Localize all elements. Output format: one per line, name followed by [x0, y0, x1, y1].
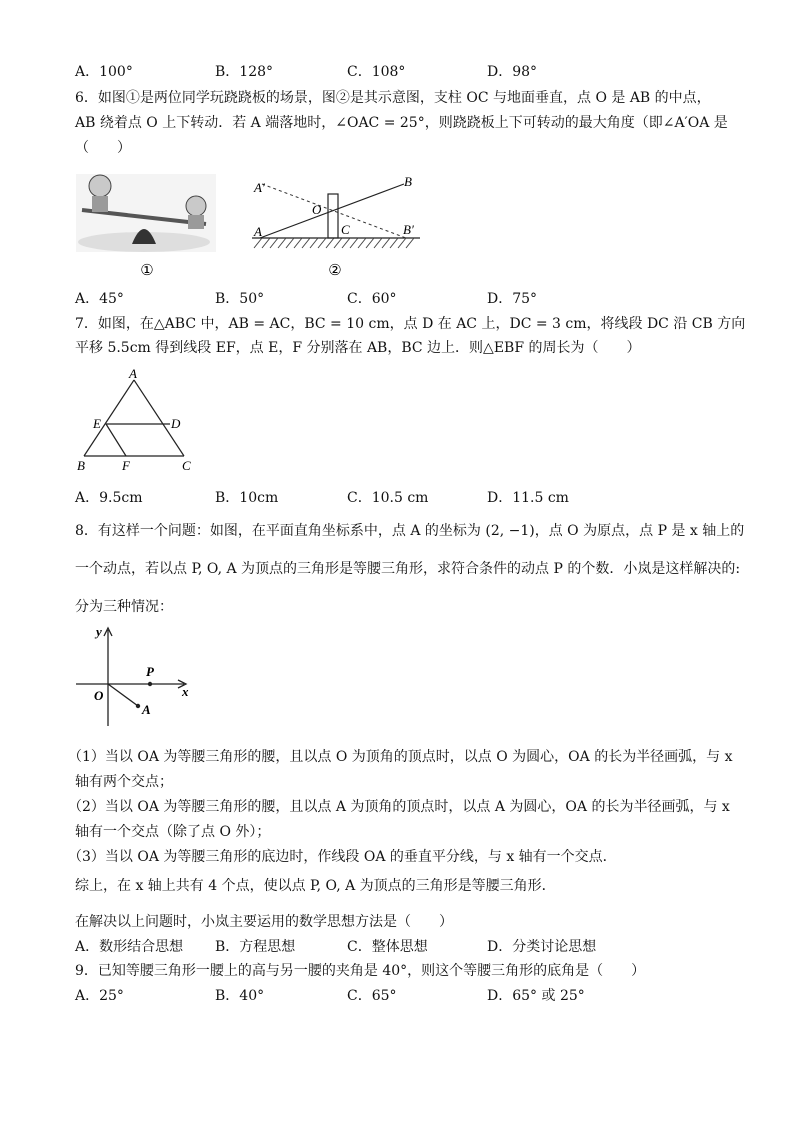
q7-text-line1: 7．如图，在△ABC 中，AB = AC，BC = 10 cm，点 D 在 AC 上，DC = 3 cm，将线段 DC 沿 CB 方向: [75, 316, 746, 332]
option-d[interactable]: D．分类讨论思想: [487, 939, 597, 955]
q6-options: [75, 289, 715, 309]
q9-text: 9．已知等腰三角形一腰上的高与另一腰的夹角是 40°，则这个等腰三角形的底角是（ ）: [75, 963, 646, 979]
option-c[interactable]: C．10.5 cm: [347, 490, 429, 506]
q8-case2-line2: 轴有一个交点（除了点 O 外）；: [75, 824, 271, 840]
option-a[interactable]: A．数形结合思想: [75, 939, 184, 955]
q5-options: [75, 62, 715, 82]
fig2-label-b: B: [404, 174, 412, 189]
option-b[interactable]: B．40°: [215, 988, 265, 1004]
fig1-caption: ①: [140, 263, 154, 279]
q8-label-o: O: [94, 688, 104, 703]
q7-label-f: F: [122, 458, 130, 473]
q8-question: 在解决以上问题时，小岚主要运用的数学思想方法是（ ）: [75, 914, 453, 930]
q8-options: [75, 937, 715, 957]
q8-case1-line2: 轴有两个交点；: [75, 774, 173, 790]
q7-label-b: B: [77, 458, 85, 473]
option-c[interactable]: C．65°: [347, 988, 397, 1004]
option-b[interactable]: B．50°: [215, 291, 265, 307]
q6-figure-schematic: [240, 168, 430, 280]
q7-text-line2: 平移 5.5cm 得到线段 EF，点 E，F 分别落在 AB，BC 边上．则△EBF 的周长为（ ）: [75, 340, 641, 356]
option-c[interactable]: C．108°: [347, 64, 406, 80]
q7-label-c: C: [182, 458, 191, 473]
q7-options: [75, 488, 715, 508]
q8-text-line3: 分为三种情况：: [75, 599, 173, 615]
q8-label-x: x: [182, 684, 189, 699]
q8-label-a: A: [142, 702, 151, 717]
option-b[interactable]: B．10cm: [215, 490, 279, 506]
option-b[interactable]: B．方程思想: [215, 939, 296, 955]
q8-case2-line1: （2）当以 OA 为等腰三角形的腰，且以点 A 为顶角的顶点时，以点 A 为圆心，OA 的长为半径画弧，与 x: [68, 799, 730, 815]
option-b[interactable]: B．128°: [215, 64, 274, 80]
q7-figure-triangle: [72, 368, 202, 476]
q8-summary: 综上，在 x 轴上共有 4 个点，使以点 P, O, A 为顶点的三角形是等腰三角形．: [75, 878, 556, 894]
q8-figure-coordinate: [72, 622, 197, 732]
option-d[interactable]: D．75°: [487, 291, 538, 307]
fig2-label-a-prime: A′: [254, 180, 265, 195]
option-a[interactable]: A．9.5cm: [75, 490, 143, 506]
q8-case3: （3）当以 OA 为等腰三角形的底边时，作线段 OA 的垂直平分线，与 x 轴有一个交点．: [68, 849, 617, 865]
fig2-label-b-prime: B′: [403, 222, 414, 237]
fig2-label-o: O: [312, 202, 322, 217]
q6-figure-seesaw-photo: [72, 168, 222, 280]
option-d[interactable]: D．65° 或 25°: [487, 988, 585, 1004]
q7-label-a: A: [129, 368, 137, 381]
q7-label-d: D: [171, 416, 181, 431]
q6-text-line3: （ ）: [75, 140, 131, 156]
option-c[interactable]: C．整体思想: [347, 939, 428, 955]
option-c[interactable]: C．60°: [347, 291, 397, 307]
q6-text-line2: AB 绕着点 O 上下转动．若 A 端落地时，∠OAC = 25°，则跷跷板上下可转动的最大角度（即∠A′OA 是: [75, 115, 728, 131]
option-a[interactable]: A．45°: [75, 291, 124, 307]
q8-label-y: y: [96, 624, 102, 639]
option-d[interactable]: D．98°: [487, 64, 538, 80]
q9-options: [75, 986, 715, 1006]
q8-text-line2: 一个动点，若以点 P, O, A 为顶点的三角形是等腰三角形，求符合条件的动点 P 的个数．小岚是这样解决的:: [75, 561, 741, 577]
option-a[interactable]: A．25°: [75, 988, 124, 1004]
fig2-label-a: A: [254, 224, 262, 239]
q8-case1-line1: （1）当以 OA 为等腰三角形的腰，且以点 O 为顶角的顶点时，以点 O 为圆心，OA 的长为半径画弧，与 x: [68, 749, 733, 765]
option-a[interactable]: A．100°: [75, 64, 133, 80]
q7-label-e: E: [93, 416, 101, 431]
option-d[interactable]: D．11.5 cm: [487, 490, 569, 506]
fig2-label-c: C: [341, 222, 350, 237]
q8-label-p: P: [146, 664, 154, 679]
q8-text-line1: 8．有这样一个问题：如图，在平面直角坐标系中，点 A 的坐标为 (2, −1)，点 O 为原点，点 P 是 x 轴上的: [75, 523, 745, 539]
q6-text-line1: 6．如图①是两位同学玩跷跷板的场景，图②是其示意图，支柱 OC 与地面垂直，点 O 是 AB 的中点，: [75, 90, 711, 106]
fig2-caption: ②: [328, 263, 342, 279]
